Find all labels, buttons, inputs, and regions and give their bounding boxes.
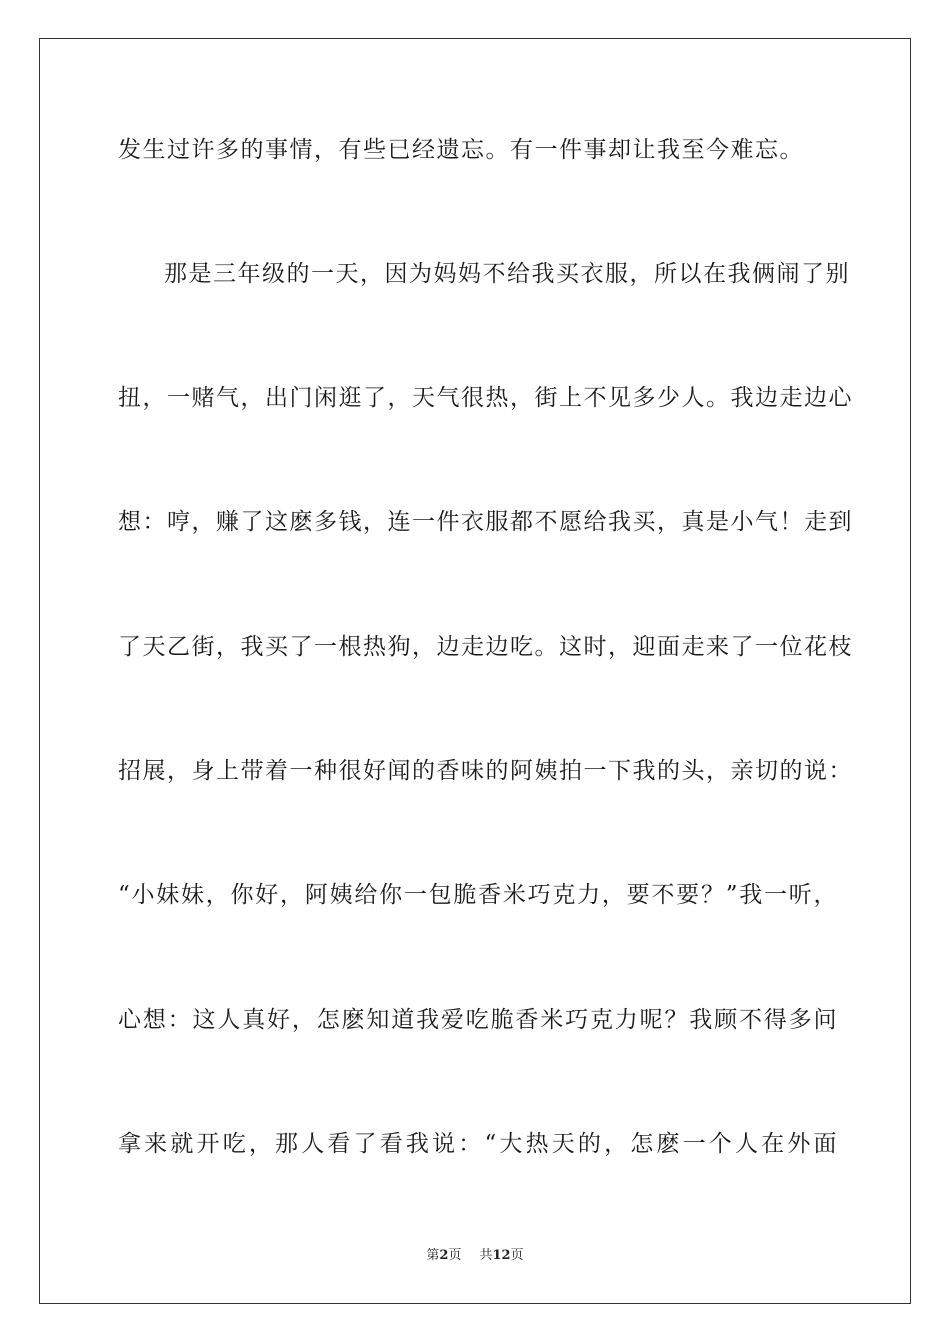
paragraph-line-6: 招展，身上带着一种很好闻的香味的阿姨拍一下我的头，亲切的说： [118,758,853,784]
paragraph-line-2: 那是三年级的一天，因为妈妈不给我买衣服，所以在我俩闹了别 [164,261,850,287]
paragraph-line-9: 拿来就开吃，那人看了看我说：“大热天的，怎麽一个人在外面 [118,1131,838,1157]
paragraph-line-4: 想：哼，赚了这麽多钱，连一件衣服都不愿给我买，真是小气！走到 [118,509,853,535]
total-pages: 12 [492,1248,511,1263]
page-footer [0,1247,950,1265]
paragraph-line-8: 心想：这人真好，怎麽知道我爱吃脆香米巧克力呢？我顾不得多问 [118,1007,838,1033]
page-border [39,38,911,1304]
total-label-prefix: 共 [479,1248,493,1263]
total-label-suffix: 页 [510,1248,524,1263]
paragraph-line-3: 扭，一赌气，出门闲逛了，天气很热，街上不见多少人。我边走边心 [118,385,853,411]
page-number: 2 [439,1248,449,1263]
page-label-prefix: 第 [426,1248,440,1263]
paragraph-line-1: 发生过许多的事情，有些已经遗忘。有一件事却让我至今难忘。 [118,137,804,163]
page-label-suffix: 页 [448,1248,462,1263]
paragraph-line-7: “小妹妹，你好，阿姨给你一包脆香米巧克力，要不要？”我一听， [118,882,838,908]
paragraph-line-5: 了天乙街，我买了一根热狗，边走边吃。这时，迎面走来了一位花枝 [118,634,853,660]
